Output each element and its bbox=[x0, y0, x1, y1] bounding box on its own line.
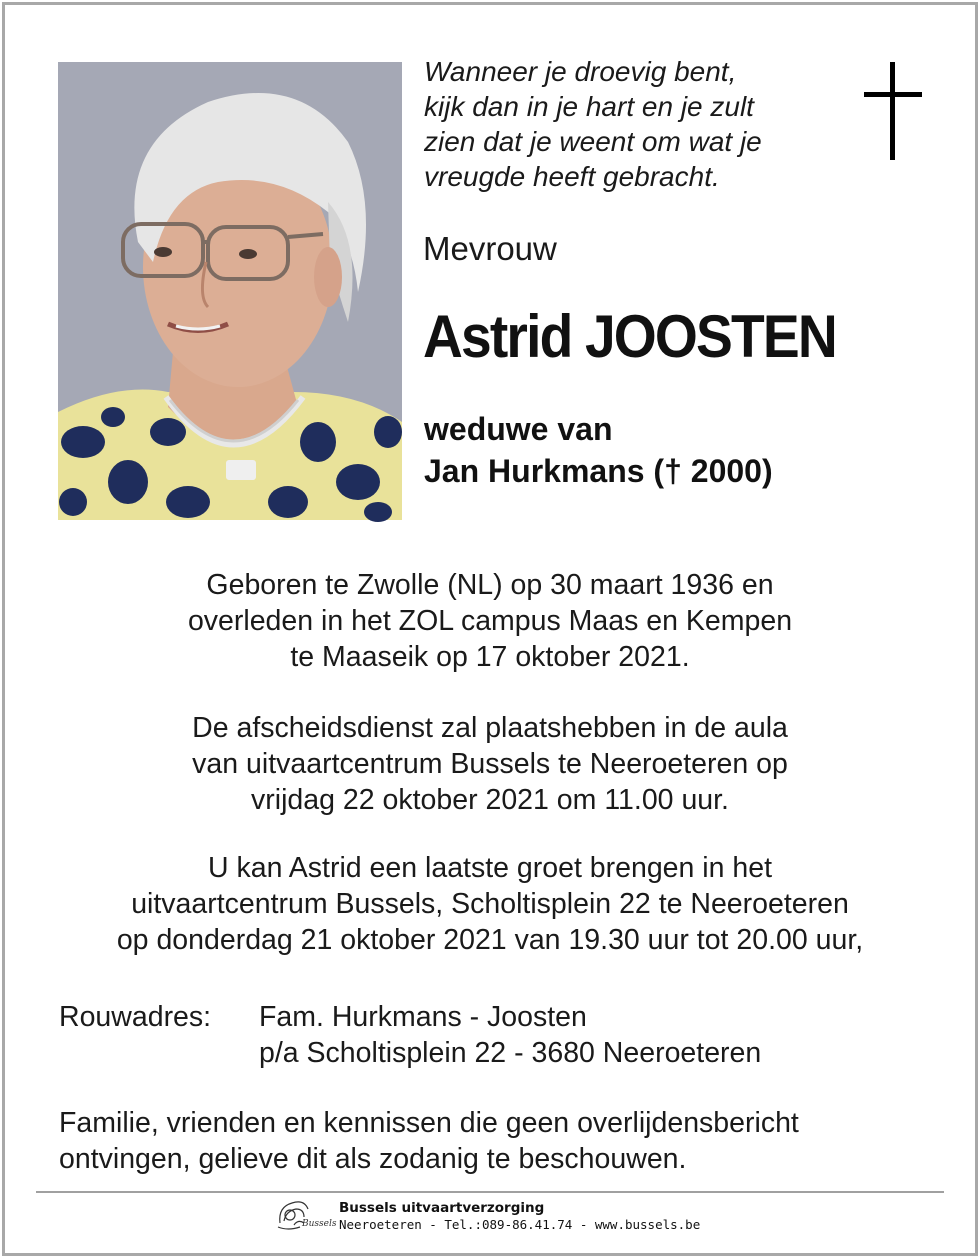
paragraph-line: Geboren te Zwolle (NL) op 30 maart 1936 en bbox=[206, 569, 774, 601]
address-block bbox=[259, 999, 761, 1071]
svg-text:Bussels: Bussels bbox=[302, 1219, 337, 1229]
paragraph-line: Familie, vrienden en kennissen die geen overlijdensbericht bbox=[59, 1107, 799, 1139]
address-label: Rouwadres: bbox=[59, 1001, 212, 1033]
portrait-illustration bbox=[58, 62, 402, 520]
deceased-name: Astrid JOOSTEN bbox=[423, 303, 836, 370]
paragraph-line: U kan Astrid een laatste groet brengen in het bbox=[207, 852, 773, 884]
spouse-name: Jan Hurkmans († 2000) bbox=[424, 453, 773, 489]
funeral-home-name: Bussels uitvaartverzorging bbox=[339, 1200, 545, 1216]
paragraph-line: overleden in het ZOL campus Maas en Kempen bbox=[187, 605, 793, 637]
spouse-line: weduwe van bbox=[424, 411, 613, 447]
footer-divider bbox=[36, 1191, 944, 1193]
closing-paragraph bbox=[59, 1105, 799, 1177]
visitation-paragraph bbox=[40, 850, 940, 958]
service-paragraph bbox=[40, 710, 940, 818]
bussels-logo bbox=[274, 1197, 337, 1237]
paragraph-line: uitvaartcentrum Bussels, Scholtisplein 22 te Neeroeteren bbox=[131, 888, 849, 920]
paragraph-line: De afscheidsdienst zal plaatshebben in de aula bbox=[192, 712, 788, 744]
poem-line: Wanneer je droevig bent, bbox=[424, 56, 737, 87]
address-line: Fam. Hurkmans - Joosten bbox=[259, 1001, 587, 1033]
spouse-info bbox=[424, 408, 773, 492]
poem-quote bbox=[424, 54, 844, 194]
paragraph-line: op donderdag 21 oktober 2021 van 19.30 uur tot 20.00 uur, bbox=[116, 924, 864, 956]
poem-line: zien dat je weent om wat je bbox=[424, 126, 762, 157]
honorific-title: Mevrouw bbox=[423, 230, 557, 267]
address-line: p/a Scholtisplein 22 - 3680 Neeroeteren bbox=[259, 1037, 762, 1069]
paragraph-line: te Maaseik op 17 oktober 2021. bbox=[290, 641, 690, 673]
poem-line: vreugde heeft gebracht. bbox=[424, 161, 720, 192]
paragraph-line: van uitvaartcentrum Bussels te Neeroeteren op bbox=[192, 748, 788, 780]
portrait-photo bbox=[58, 62, 402, 520]
cross-icon bbox=[864, 62, 922, 160]
paragraph-line: ontvingen, gelieve dit als zodanig te beschouwen. bbox=[59, 1143, 687, 1175]
paragraph-line: vrijdag 22 oktober 2021 om 11.00 uur. bbox=[251, 784, 729, 816]
birth-death-paragraph bbox=[40, 567, 940, 675]
poem-line: kijk dan in je hart en je zult bbox=[424, 91, 754, 122]
funeral-home-contact: Neeroeteren - Tel.:089-86.41.74 - www.bussels.be bbox=[339, 1217, 701, 1232]
